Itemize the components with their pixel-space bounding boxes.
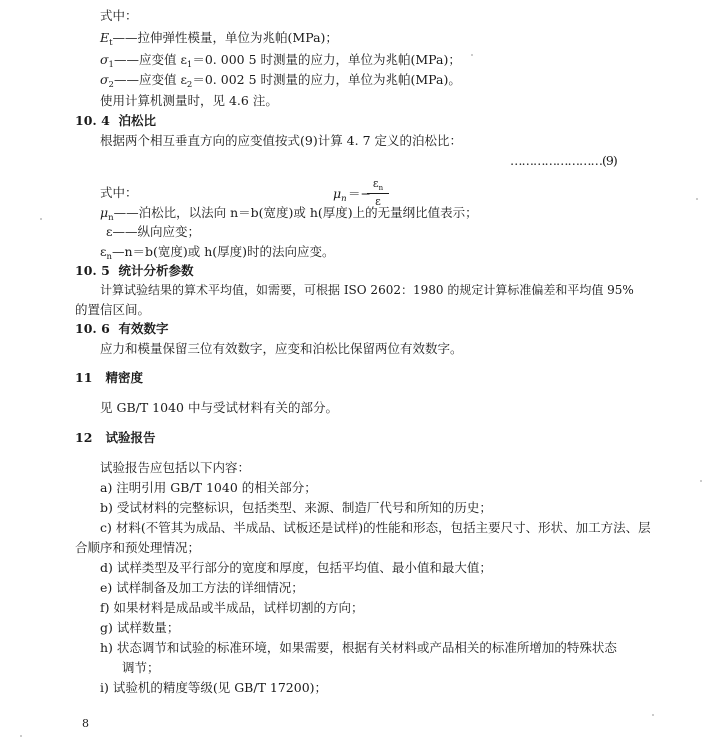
section-10-6-title: 有效数字 [118,321,169,336]
symbol-eps-n: ε [100,244,107,259]
section-10-4-title: 泊松比 [118,113,157,128]
symbol-sigma1: σ [100,52,109,67]
section-10-5-line2: 的置信区间。 [75,302,151,317]
report-item-c-cont: 合顺序和预处理情况； [75,540,201,555]
section-10-6-body: 应力和模量保留三位有效数字，应变和泊松比保留两位有效数字。 [100,341,463,356]
where-label: 式中： [100,8,138,23]
section-11-title: 精密度 [105,370,143,385]
scan-speck [696,198,698,200]
section-10-5-heading [75,263,194,279]
scan-speck [652,714,654,716]
symbol-sigma2: σ [100,72,109,87]
eq-numerator [367,177,389,192]
def-poisson-text: ——泊松比，以法向 n＝b(宽度)或 h(厚度)上的无量纲比值表示； [113,205,478,220]
section-11-heading [75,370,143,386]
equation-label: ……………………(9) [510,153,617,168]
def-normal-strain-text: —n＝b(宽度)或 h(厚度)时的法向应变。 [111,244,335,259]
def-sigma1-text-b: ＝0. 000 5 时测量的应力，单位为兆帕(MPa)； [192,52,461,67]
section-12-title: 试验报告 [105,430,156,445]
section-10-5-title: 统计分析参数 [118,263,194,278]
report-item-e: e) 试样制备及加工方法的详细情况； [100,580,304,595]
def-sigma2 [100,72,461,90]
def-sigma2-text-a: ——应变值 ε [113,72,187,87]
page-number: 8 [82,717,89,730]
scan-speck [471,54,473,56]
def-sigma1 [100,52,461,70]
report-item-d: d) 试样类型及平行部分的宽度和厚度，包括平均值、最小值和最大值； [100,560,492,575]
eq-lhs-sub: n [341,194,347,204]
scan-speck [20,735,22,737]
section-10-4-where: 式中： [100,185,138,200]
eq-numerator-symbol: ε [372,177,379,190]
report-item-b: b) 受试材料的完整标识，包括类型、来源、制造厂代号和所知的历史； [100,500,492,515]
symbol-eps-n-sub: n [106,252,112,262]
def-normal-strain [100,244,335,262]
section-10-6-heading [75,321,169,337]
def-sigma2-text-b: ＝0. 002 5 时测量的应力，单位为兆帕(MPa)。 [192,72,461,87]
section-12-heading [75,430,155,446]
def-longitudinal-strain: ε——纵向应变； [106,224,200,239]
def-modulus-text: ——拉伸弹性模量，单位为兆帕(MPa)； [112,30,338,45]
section-10-5-line1: 计算试验结果的算术平均值，如需要，可根据 ISO 2602：1980 的规定计算标准偏差和平均值 95% [100,283,634,297]
def-sigma1-text-a: ——应变值 ε [113,52,187,67]
section-11-body: 见 GB/T 1040 中与受试材料有关的部分。 [100,400,338,415]
report-item-a: a) 注明引用 GB/T 1040 的相关部分； [100,480,317,495]
eq-equals-minus: ＝− [348,186,371,201]
report-item-h-cont: 调节； [122,660,160,675]
section-10-4-heading [75,113,156,129]
eq-lhs-symbol: μ [333,186,342,201]
symbol-e-sub: t [109,38,113,48]
section-11-number: 11 [75,370,93,385]
scan-speck [40,218,42,220]
eq-fraction-bar [367,193,389,194]
section-10-5-number: 10. 5 [75,263,110,278]
report-intro: 试验报告应包括以下内容： [100,460,251,475]
section-10-4-number: 10. 4 [75,113,110,128]
eq-numerator-sub: n [378,184,384,192]
symbol-e: E [100,30,110,45]
symbol-sigma1-sub: 1 [108,60,114,70]
section-10-6-number: 10. 6 [75,321,110,336]
symbol-sigma2-sub: 2 [108,80,114,90]
section-10-4-intro: 根据两个相互垂直方向的应变值按式(9)计算 4. 7 定义的泊松比： [100,133,463,148]
computer-note: 使用计算机测量时，见 4.6 注。 [100,93,278,108]
def-sigma2-eps-sub: 2 [186,80,193,90]
eq-lhs [333,186,347,204]
report-item-f: f) 如果材料是成品或半成品，试样切割的方向； [100,600,364,615]
def-modulus [100,30,338,48]
report-item-i: i) 试验机的精度等级(见 GB/T 17200)； [100,680,328,695]
symbol-mu: μ [100,205,109,220]
report-item-h: h) 状态调节和试验的标准环境，如果需要，根据有关材料或产品相关的标准所增加的特殊状态 [100,640,617,655]
scan-speck [700,480,702,482]
def-sigma1-eps-sub: 1 [186,60,193,70]
def-poisson [100,205,478,223]
report-item-c: c) 材料(不管其为成品、半成品、试板还是试样)的性能和形态，包括主要尺寸、形状、加工方法、层 [100,520,651,535]
report-item-g: g) 试样数量； [100,620,180,635]
eq-denominator: ε [375,195,381,208]
symbol-mu-sub: n [108,213,114,223]
section-12-number: 12 [75,430,93,445]
